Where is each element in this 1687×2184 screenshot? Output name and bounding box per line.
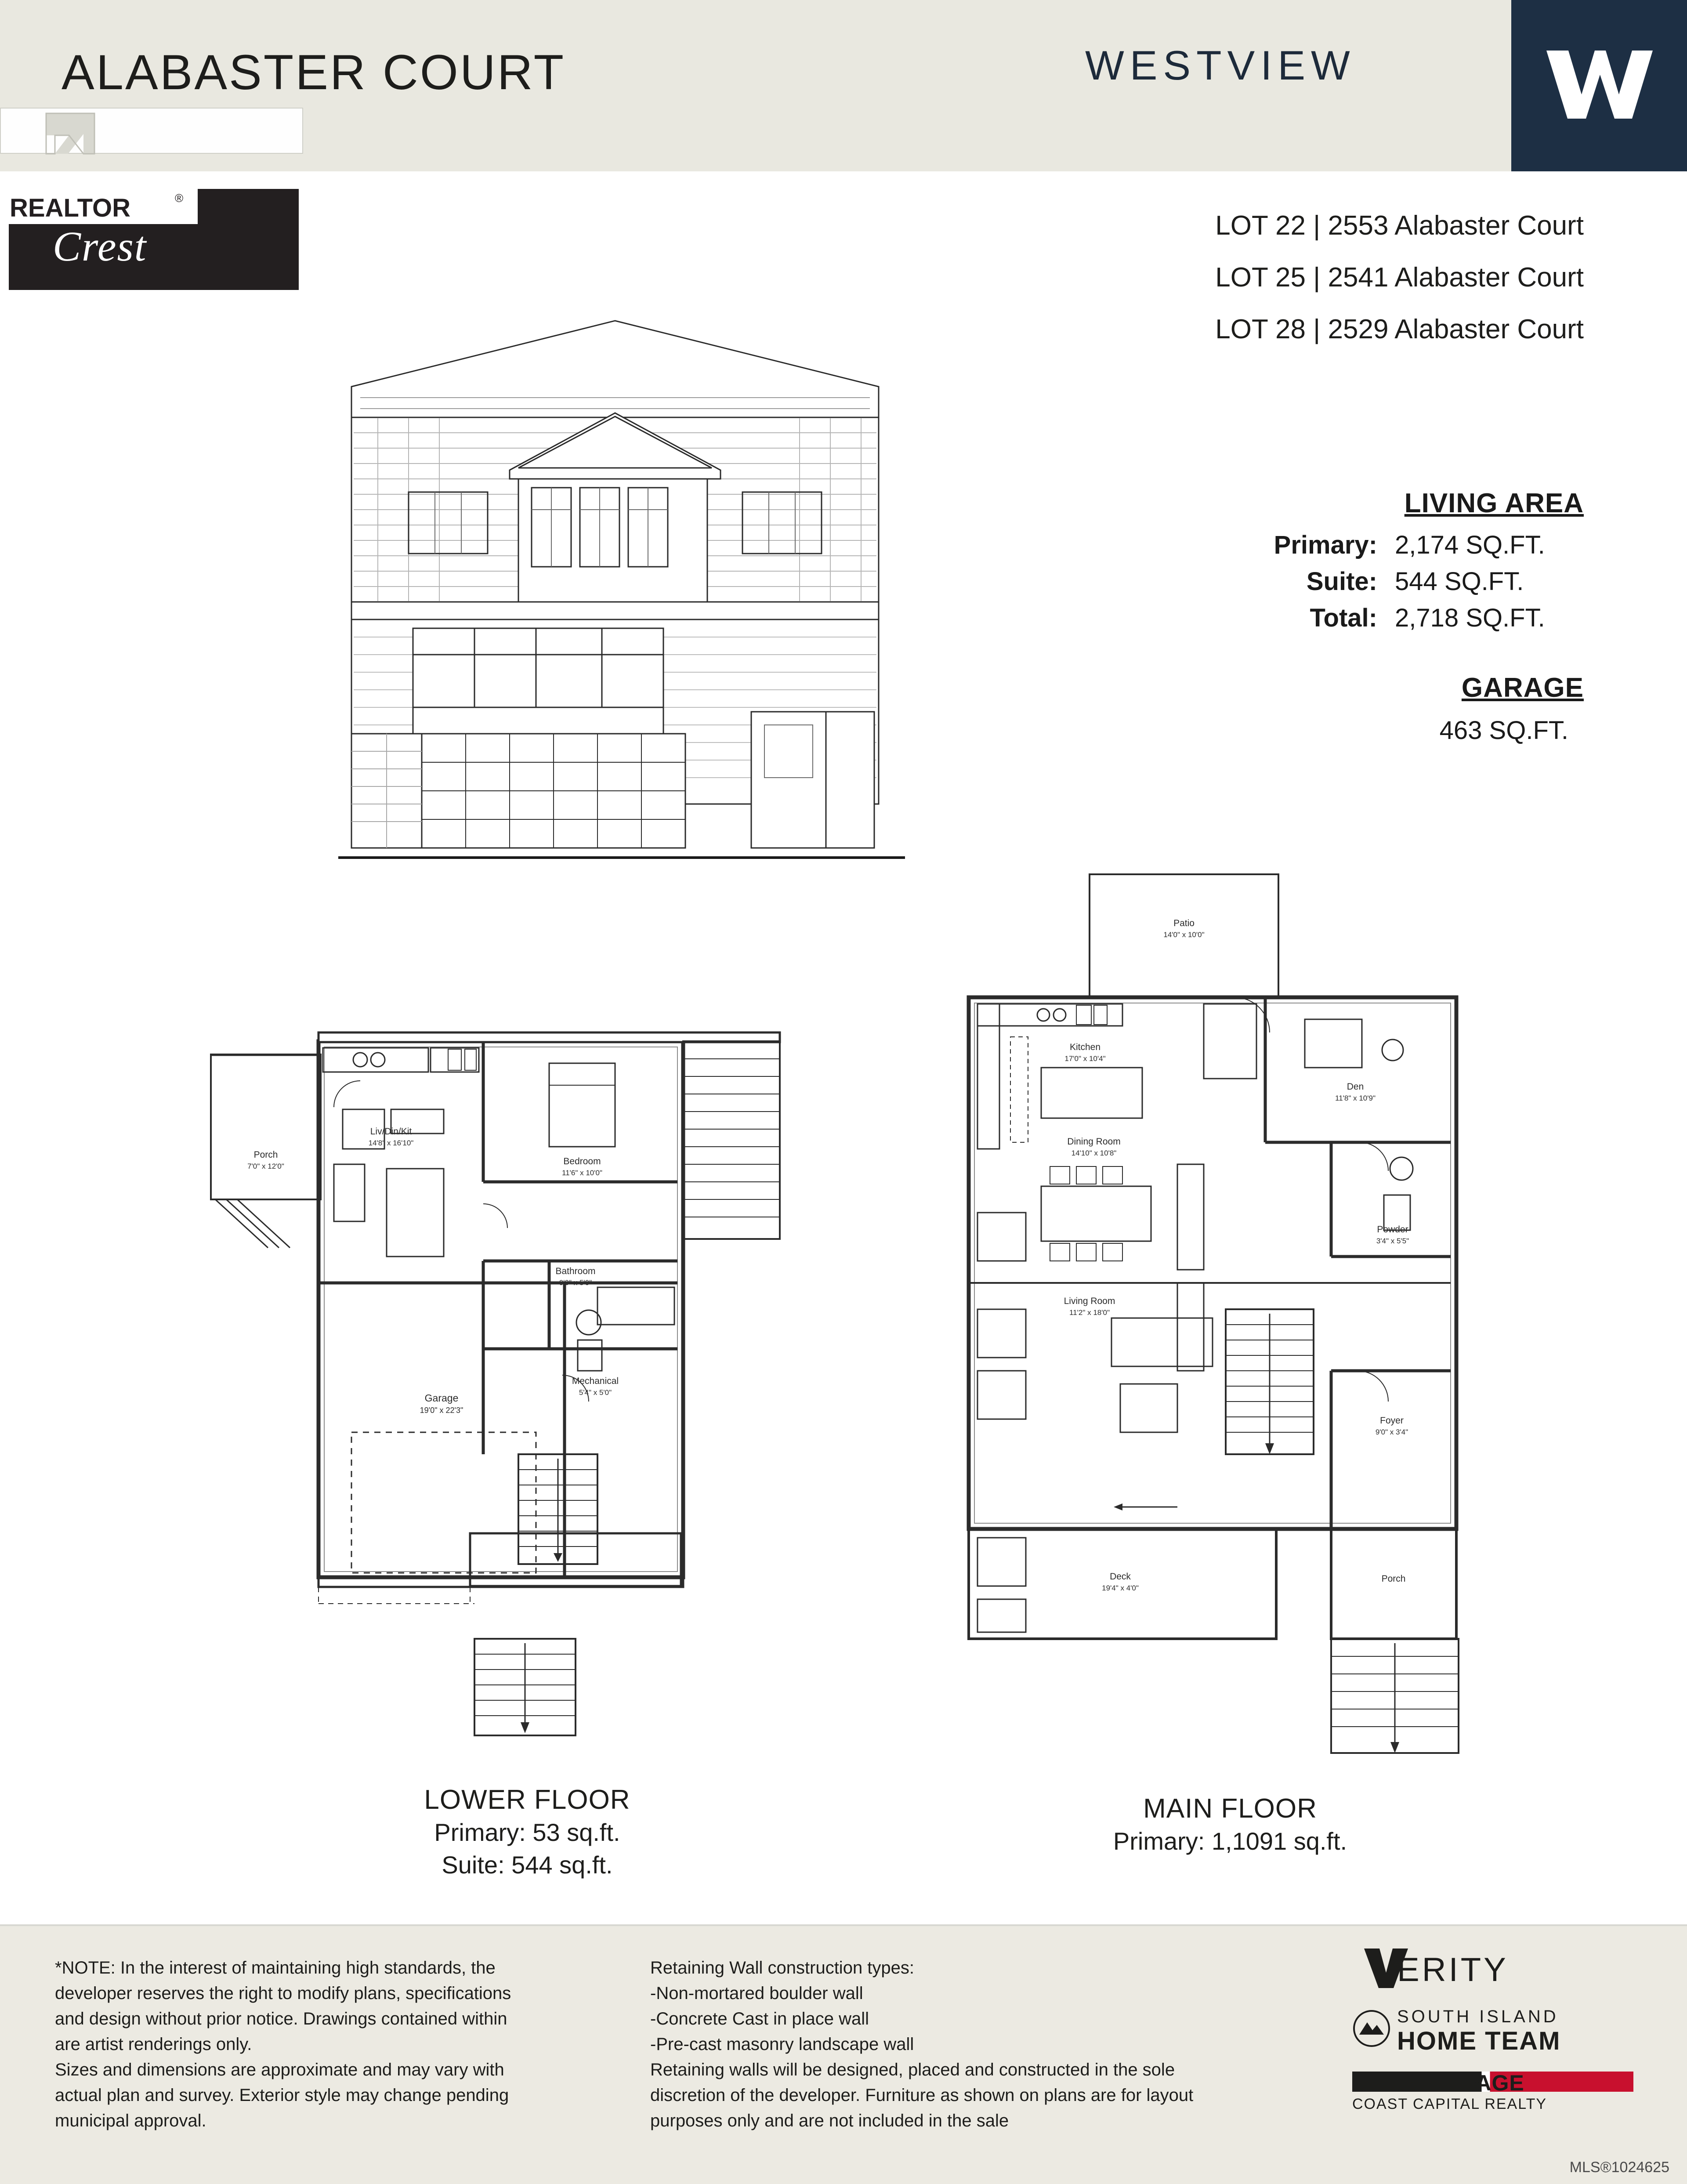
room-label: Den bbox=[1347, 1082, 1364, 1092]
footer-note-line: actual plan and survey. Exterior style may change pending bbox=[55, 2086, 509, 2105]
room-label: Patio bbox=[1173, 918, 1195, 928]
home-team-label: HOME TEAM bbox=[1397, 2027, 1561, 2055]
living-area-label: Primary: bbox=[1274, 531, 1377, 559]
room-label: Porch bbox=[1381, 1574, 1406, 1584]
footer-note-line: are artist renderings only. bbox=[55, 2035, 252, 2054]
living-area-row bbox=[1188, 567, 1584, 596]
room-label: Garage bbox=[424, 1392, 459, 1404]
main-floor-caption-title: MAIN FLOOR bbox=[1143, 1793, 1317, 1824]
room-dims: 9'0" x 5'0" bbox=[559, 1279, 592, 1287]
lot-item: LOT 25 | 2541 Alabaster Court bbox=[1215, 262, 1584, 293]
page-title: ALABASTER COURT bbox=[62, 45, 566, 100]
retaining-line: discretion of the developer. Furniture as shown on plans are for layout bbox=[650, 2086, 1194, 2105]
footer-note-line: *NOTE: In the interest of maintaining high standards, the bbox=[55, 1958, 496, 1978]
living-area-row bbox=[1188, 530, 1584, 560]
footer-note-line: municipal approval. bbox=[55, 2111, 206, 2130]
lower-floor-caption-primary: Primary: 53 sq.ft. bbox=[434, 1818, 620, 1846]
room-dims: 3'4" x 5'5" bbox=[1376, 1237, 1409, 1245]
main-floor-plan bbox=[945, 861, 1524, 1784]
living-area-heading: LIVING AREA bbox=[1404, 488, 1584, 518]
room-label: Porch bbox=[253, 1150, 278, 1160]
living-area-label: Suite: bbox=[1306, 567, 1377, 596]
retaining-line: -Pre-cast masonry landscape wall bbox=[650, 2035, 914, 2054]
garage-heading: GARAGE bbox=[1461, 673, 1584, 703]
coast-capital-label: COAST CAPITAL REALTY bbox=[1352, 2096, 1547, 2112]
room-dims: 17'0" x 10'4" bbox=[1064, 1054, 1106, 1063]
footer-note-line: Sizes and dimensions are approximate and may vary with bbox=[55, 2060, 504, 2079]
south-island-mountain-icon bbox=[1353, 2010, 1390, 2047]
lower-floor-caption bbox=[308, 1784, 747, 1881]
room-label: Liv/Din/Kit bbox=[370, 1126, 412, 1137]
mls-number: MLS®1024625 bbox=[1569, 2159, 1669, 2176]
footer-retaining-wall-note bbox=[650, 1955, 1379, 2133]
westview-chevron-icon bbox=[1542, 42, 1656, 130]
lower-floor-caption-suite: Suite: 544 sq.ft. bbox=[442, 1851, 613, 1879]
room-label: Bedroom bbox=[563, 1156, 601, 1166]
room-dims: 5'4" x 5'0" bbox=[579, 1388, 612, 1397]
living-area-value: 2,174 SQ.FT. bbox=[1395, 531, 1545, 559]
room-dims: 9'0" x 3'4" bbox=[1375, 1428, 1408, 1436]
living-area-value: 2,718 SQ.FT. bbox=[1395, 604, 1545, 632]
lot-item: LOT 22 | 2553 Alabaster Court bbox=[1215, 210, 1584, 241]
room-dims: 11'2" x 18'0" bbox=[1069, 1308, 1110, 1317]
living-area-label: Total: bbox=[1310, 604, 1377, 632]
lot-list bbox=[1215, 200, 1584, 355]
room-dims: 14'0" x 10'0" bbox=[1163, 931, 1205, 939]
retaining-line: -Concrete Cast in place wall bbox=[650, 2009, 869, 2028]
footer-note-line: developer reserves the right to modify plans, specifications bbox=[55, 1984, 511, 2003]
room-label: Bathroom bbox=[555, 1266, 596, 1276]
room-dims: 11'6" x 10'0" bbox=[562, 1169, 602, 1177]
room-label: Kitchen bbox=[1069, 1042, 1101, 1052]
room-label: Powder bbox=[1377, 1224, 1408, 1235]
westview-wordmark: WESTVIEW bbox=[1085, 42, 1356, 88]
room-label: Deck bbox=[1110, 1572, 1131, 1582]
retaining-line: Retaining Wall construction types: bbox=[650, 1958, 915, 1978]
lot-item: LOT 28 | 2529 Alabaster Court bbox=[1215, 314, 1584, 344]
realtor-label: REALTOR bbox=[10, 194, 130, 222]
room-label: Living Room bbox=[1064, 1296, 1115, 1306]
room-dims: 7'0" x 12'0" bbox=[247, 1162, 284, 1170]
room-dims: 11'8" x 10'9" bbox=[1335, 1094, 1376, 1102]
room-label: Dining Room bbox=[1067, 1137, 1121, 1147]
living-area-block bbox=[1188, 488, 1584, 745]
south-island-label: SOUTH ISLAND bbox=[1397, 2007, 1559, 2026]
realtor-r-icon bbox=[42, 110, 116, 158]
retaining-line: purposes only and are not included in the sale bbox=[650, 2111, 1009, 2130]
retaining-line: -Non-mortared boulder wall bbox=[650, 1984, 863, 2003]
room-label: Mechanical bbox=[572, 1376, 619, 1386]
realtor-registered-mark: ® bbox=[175, 192, 184, 205]
room-dims: 19'4" x 4'0" bbox=[1102, 1584, 1139, 1592]
lower-floor-plan bbox=[202, 1015, 861, 1784]
room-dims: 19'0" x 22'3" bbox=[420, 1406, 463, 1415]
retaining-line: Retaining walls will be designed, placed and constructed in the sole bbox=[650, 2060, 1175, 2079]
room-dims: 14'10" x 10'8" bbox=[1071, 1149, 1117, 1157]
lower-floor-caption-title: LOWER FLOOR bbox=[424, 1785, 630, 1815]
footer-note bbox=[55, 1955, 626, 2133]
room-label: Foyer bbox=[1380, 1416, 1404, 1426]
verity-wordmark: ERITY bbox=[1397, 1951, 1509, 1988]
westview-brand bbox=[1059, 0, 1687, 171]
footer-brand-block bbox=[1300, 1951, 1634, 2135]
footer-note-line: and design without prior notice. Drawings contained within bbox=[55, 2009, 507, 2028]
westview-logo-box bbox=[1511, 0, 1687, 171]
crest-wordmark: Crest bbox=[53, 223, 147, 270]
royal-lepage-wordmark: ROYAL LePAGE bbox=[1352, 2071, 1524, 2095]
living-area-value: 544 SQ.FT. bbox=[1395, 567, 1524, 596]
room-dims: 14'8" x 16'10" bbox=[368, 1139, 414, 1147]
main-floor-caption-primary: Primary: 1,1091 sq.ft. bbox=[1113, 1827, 1347, 1855]
house-elevation-drawing bbox=[334, 303, 971, 918]
main-floor-caption bbox=[988, 1793, 1472, 1858]
garage-value: 463 SQ.FT. bbox=[1439, 716, 1568, 745]
living-area-row bbox=[1188, 603, 1584, 633]
